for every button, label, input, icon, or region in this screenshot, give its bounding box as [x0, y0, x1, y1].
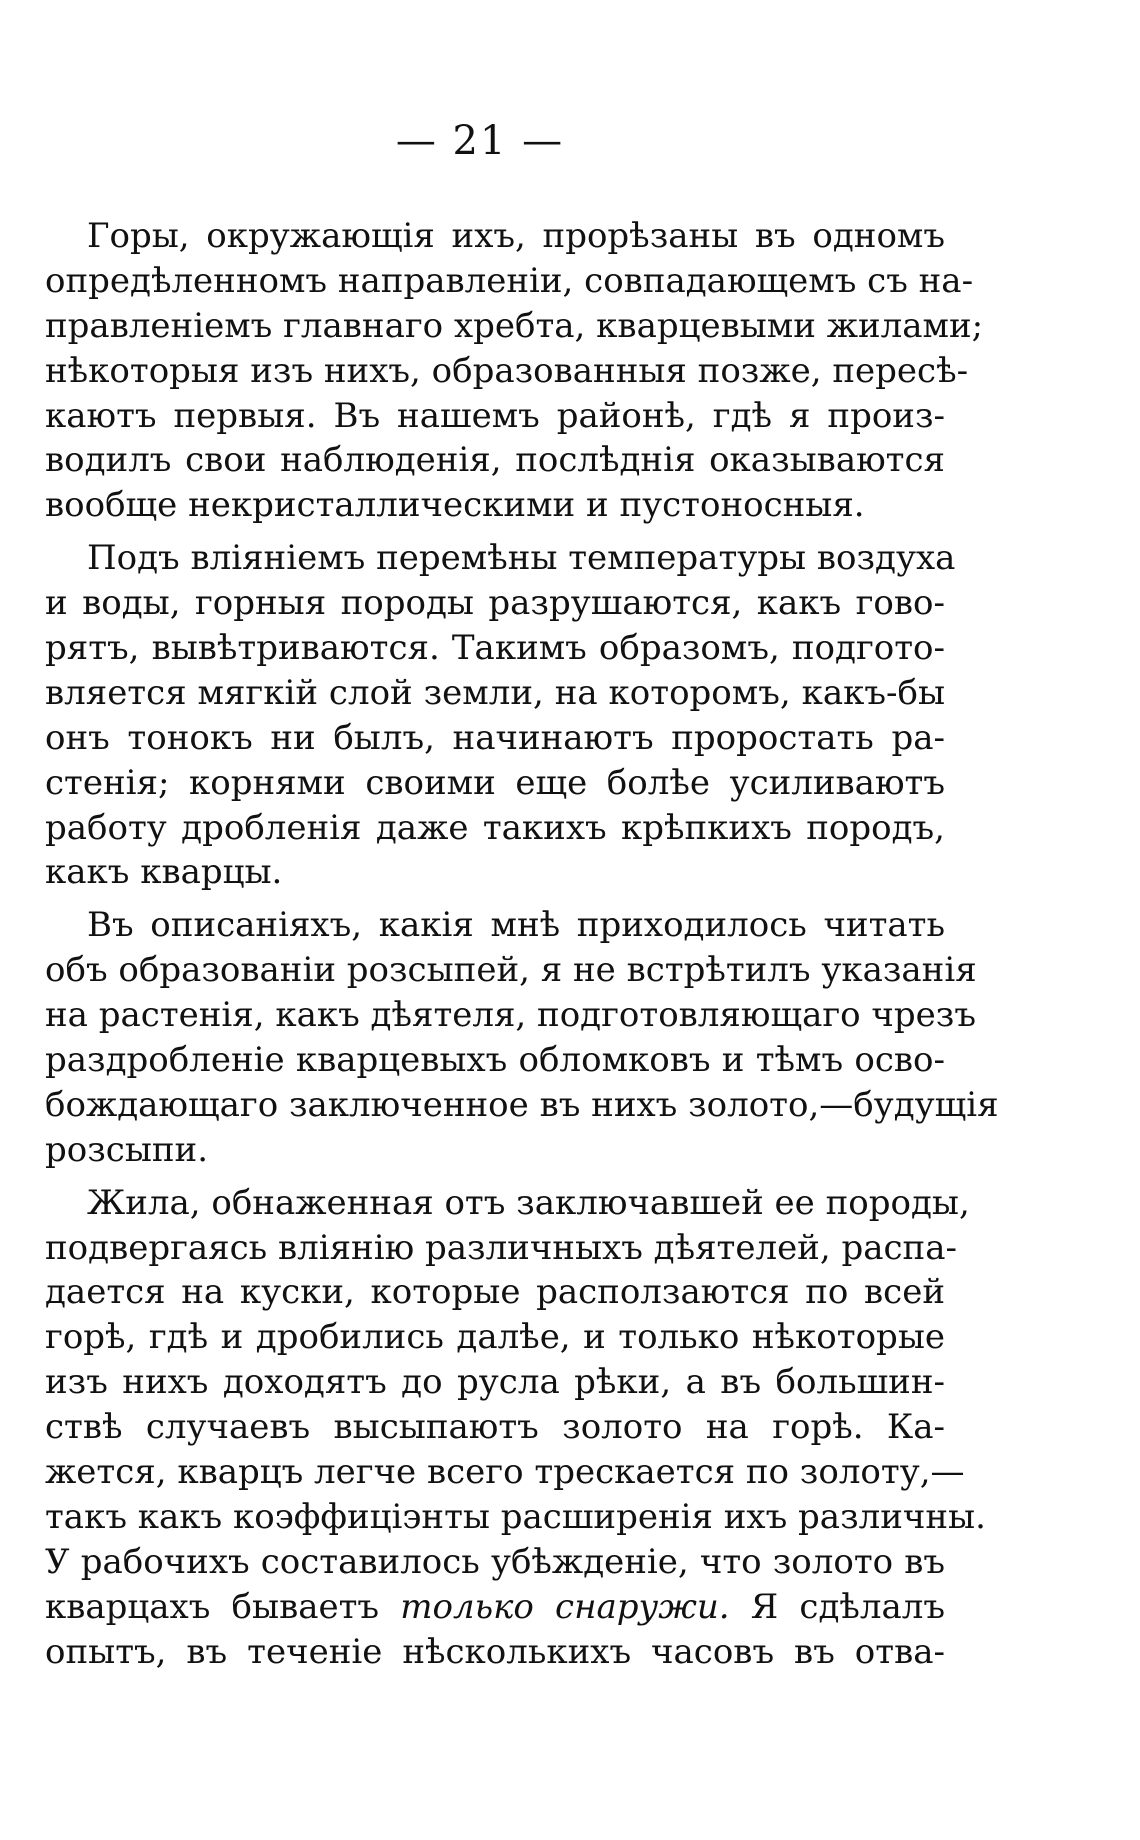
- text-line: подвергаясь вліянію различныхъ дѣятелей, распа-: [45, 1227, 957, 1268]
- text-line: онъ тонокъ ни былъ, начинаютъ проростать ра-: [45, 717, 945, 758]
- text-line: такъ какъ коэффиціэнты расширенія ихъ различны.: [45, 1496, 986, 1537]
- text-line: изъ нихъ доходятъ до русла рѣки, а въ большин-: [45, 1362, 945, 1403]
- text-line: объ образованіи розсыпей, я не встрѣтилъ указанія: [45, 950, 977, 991]
- text-line: водилъ свои наблюденія, послѣднія оказываются: [45, 440, 945, 481]
- text-segment: кварцахъ бываетъ: [45, 1586, 401, 1627]
- text-line: Горы, окружающія ихъ, прорѣзаны въ одномъ: [87, 216, 945, 256]
- text-line: розсыпи.: [45, 1129, 209, 1170]
- text-line: нѣкоторыя изъ нихъ, образованныя позже, пересѣ-: [45, 350, 969, 391]
- text-line: раздробленіе кварцевыхъ обломковъ и тѣмъ осво-: [45, 1040, 945, 1081]
- text-line: работу дробленія даже такихъ крѣпкихъ породъ,: [45, 807, 945, 848]
- text-line: горѣ, гдѣ и дробились далѣе, и только нѣкоторые: [45, 1317, 945, 1358]
- emphasis-text: только снаружи.: [400, 1586, 730, 1627]
- text-line: У рабочихъ составилось убѣжденіе, что золото въ: [45, 1541, 945, 1582]
- text-line: на растенія, какъ дѣятеля, подготовляющаго чрезъ: [45, 995, 976, 1036]
- text-line: Подъ вліяніемъ перемѣны температуры воздуха: [87, 538, 956, 579]
- text-line: вообще некристаллическими и пустоносныя.: [45, 485, 865, 526]
- text-line: бождающаго заключенное въ нихъ золото,—будущія: [45, 1084, 999, 1125]
- text-line: [45, 1585, 945, 1630]
- text-line: дается на куски, которые расползаются по всей: [45, 1272, 945, 1313]
- text-line: каютъ первыя. Въ нашемъ районѣ, гдѣ я произ-: [45, 395, 945, 436]
- text-line: опытъ, въ теченіе нѣсколькихъ часовъ въ отва-: [45, 1631, 945, 1672]
- text-line: жется, кварцъ легче всего трескается по золоту,—: [45, 1452, 965, 1493]
- text-line: опредѣленномъ направленіи, совпадающемъ съ на-: [45, 260, 974, 301]
- text-line: и воды, горныя породы разрушаются, какъ гово-: [45, 583, 945, 624]
- text-line: правленіемъ главнаго хребта, кварцевыми жилами;: [45, 305, 984, 346]
- text-line: ствѣ случаевъ высыпаютъ золото на горѣ. Ка-: [45, 1407, 945, 1448]
- text-line: вляется мягкій слой земли, на которомъ, какъ-бы: [45, 672, 945, 713]
- page-number: — 21 —: [395, 118, 565, 164]
- text-line: рятъ, вывѣтриваются. Такимъ образомъ, подгото-: [45, 628, 945, 669]
- text-line: Жила, обнаженная отъ заключавшей ее породы,: [87, 1182, 970, 1223]
- text-line: Въ описаніяхъ, какія мнѣ приходилось читать: [87, 905, 945, 946]
- text-segment: Я сдѣлалъ: [729, 1586, 946, 1627]
- body-text: [45, 214, 999, 1675]
- text-line: стенія; корнями своими еще болѣе усиливаютъ: [45, 762, 945, 803]
- text-line: какъ кварцы.: [45, 852, 283, 893]
